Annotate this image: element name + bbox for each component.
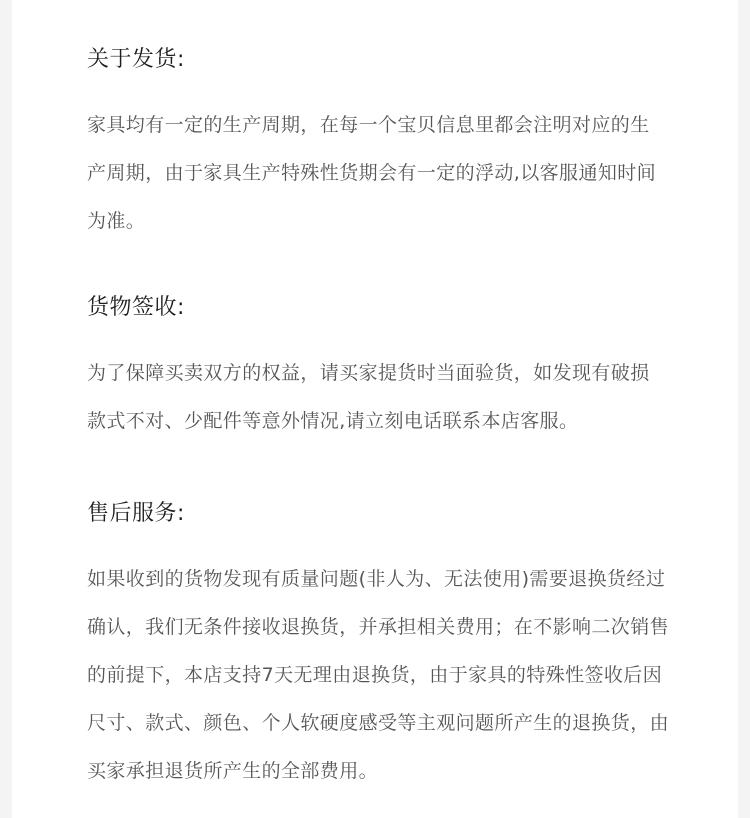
paragraph-line: 为准。 bbox=[87, 210, 146, 232]
policy-page bbox=[12, 0, 738, 818]
paragraph-line: 确认，我们无条件接收退换货，并承担相关费用；在不影响二次销售 bbox=[87, 616, 670, 638]
receipt-heading: 货物签收: bbox=[87, 295, 185, 320]
shipping-section bbox=[87, 45, 697, 245]
paragraph-line: 产周期，由于家具生产特殊性货期会有一定的浮动,以客服通知时间 bbox=[87, 162, 657, 184]
paragraph-line: 家具均有一定的生产周期，在每一个宝贝信息里都会注明对应的生 bbox=[87, 114, 650, 136]
paragraph-line: 款式不对、少配件等意外情况,请立刻电话联系本店客服。 bbox=[87, 410, 579, 432]
paragraph-line: 买家承担退货所产生的全部费用。 bbox=[87, 760, 379, 782]
paragraph-line: 尺寸、款式、颜色、个人软硬度感受等主观问题所产生的退换货，由 bbox=[87, 712, 670, 734]
receipt-paragraph bbox=[87, 349, 697, 445]
receipt-section bbox=[87, 293, 697, 445]
after-sales-heading: 售后服务: bbox=[87, 501, 185, 526]
after-sales-paragraph bbox=[87, 555, 697, 795]
paragraph-line: 为了保障买卖双方的权益，请买家提货时当面验货，如发现有破损 bbox=[87, 362, 650, 384]
shipping-paragraph bbox=[87, 101, 697, 245]
paragraph-line: 的前提下，本店支持7天无理由退换货，由于家具的特殊性签收后因 bbox=[87, 664, 663, 686]
after-sales-section bbox=[87, 499, 697, 795]
paragraph-line: 如果收到的货物发现有质量问题(非人为、无法使用)需要退换货经过 bbox=[87, 568, 666, 590]
shipping-heading: 关于发货: bbox=[87, 47, 185, 72]
